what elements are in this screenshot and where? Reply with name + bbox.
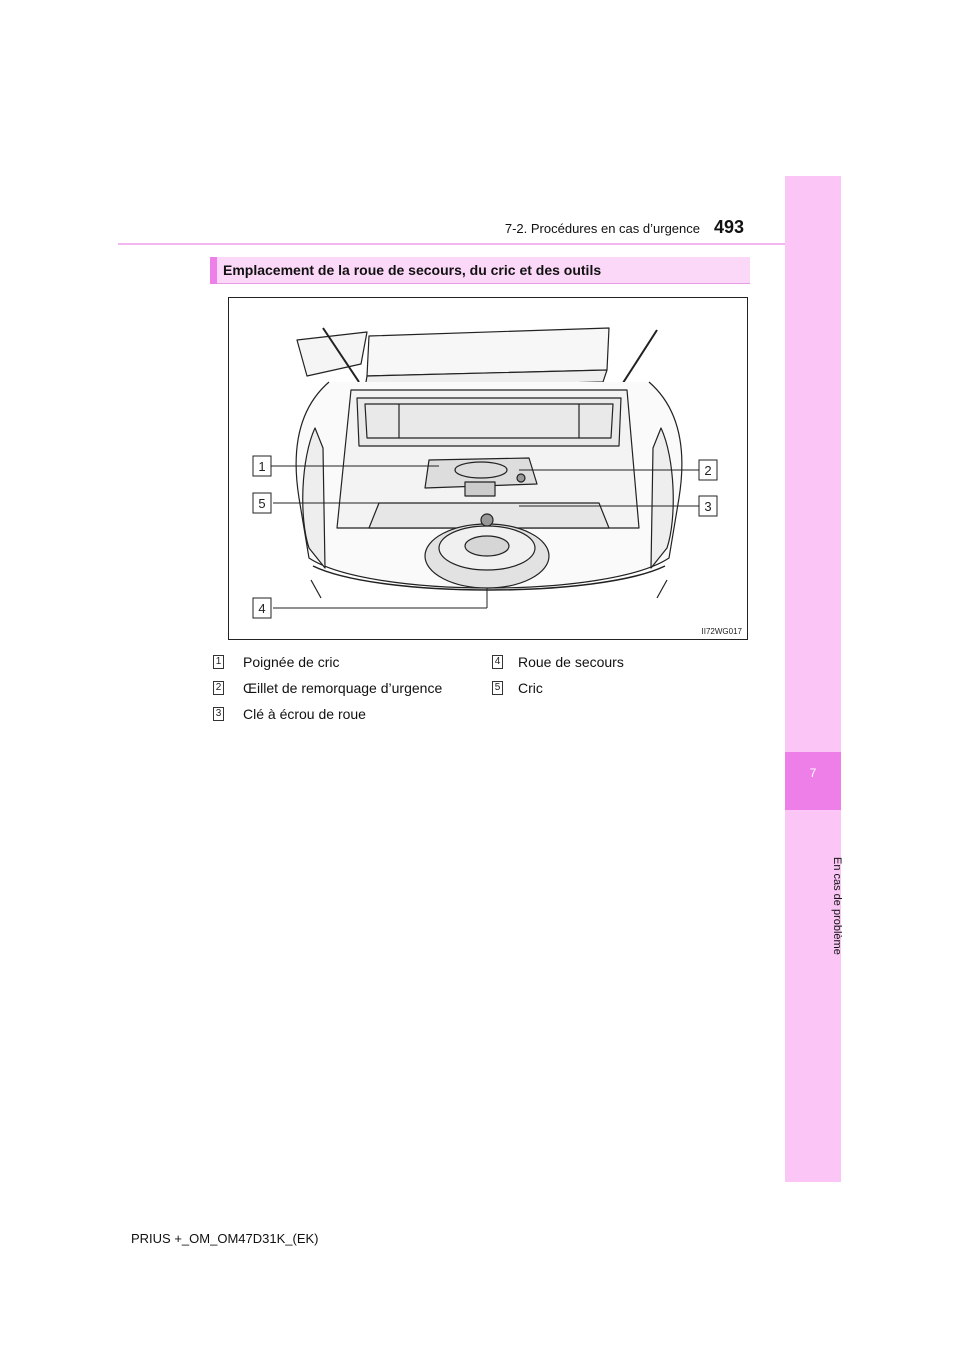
chapter-number: 7 xyxy=(809,766,817,780)
legend-item-5: Cric xyxy=(518,680,543,696)
legend-item-4: Roue de secours xyxy=(518,654,624,670)
callout-label-2: 2 xyxy=(704,463,712,478)
heading-title: Emplacement de la roue de secours, du cric et des outils xyxy=(223,262,602,278)
callout-label-3: 3 xyxy=(704,499,712,514)
legend-item-2: Œillet de remorquage d’urgence xyxy=(243,680,443,696)
heading-accent xyxy=(210,257,217,284)
callout-label-5: 5 xyxy=(258,496,266,511)
legend-badge-3: 3 xyxy=(213,707,224,721)
legend-item-3: Clé à écrou de roue xyxy=(243,706,366,722)
side-band xyxy=(785,176,841,1182)
section-title: 7-2. Procédures en cas d’urgence xyxy=(504,221,700,236)
legend-badge-5: 5 xyxy=(492,681,503,695)
figure-code: II72WG017 xyxy=(701,627,742,636)
trunk-illustration xyxy=(228,297,748,640)
car-trunk-drawing xyxy=(229,298,747,639)
page-number: 493 xyxy=(714,217,745,237)
footer-doc-code: PRIUS +_OM_OM47D31K_(EK) xyxy=(131,1231,319,1246)
legend-badge-4: 4 xyxy=(492,655,503,669)
legend-item-1: Poignée de cric xyxy=(243,654,340,670)
chapter-label: En cas de problème xyxy=(831,857,843,955)
header-rule xyxy=(118,243,841,245)
callout-label-1: 1 xyxy=(258,459,266,474)
legend-badge-2: 2 xyxy=(213,681,224,695)
chapter-tab xyxy=(785,752,841,810)
legend-badge-1: 1 xyxy=(213,655,224,669)
callout-label-4: 4 xyxy=(258,601,266,616)
